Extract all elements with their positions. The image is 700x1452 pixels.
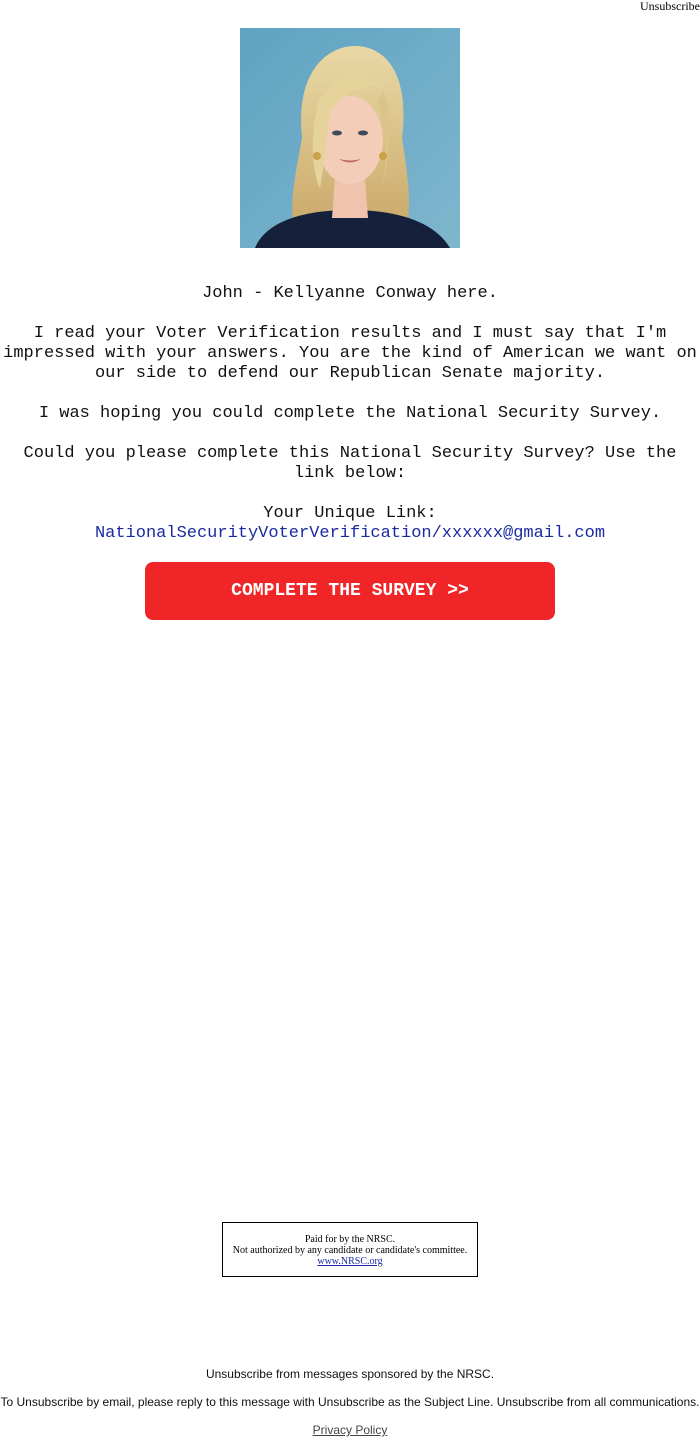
unsubscribe-link-top[interactable]: Unsubscribe [640, 0, 700, 13]
footer-unsubscribe-nrsc[interactable]: Unsubscribe from messages sponsored by the NRSC. [205, 1367, 495, 1381]
unique-link[interactable]: NationalSecurityVoterVerification/xxxxxx@gmail.com [94, 524, 606, 543]
portrait-photo [240, 28, 460, 248]
nrsc-website-link[interactable]: www.NRSC.org [317, 1256, 383, 1267]
paid-for-disclaimer [222, 1222, 478, 1277]
footer-unsubscribe-instructions[interactable]: To Unsubscribe by email, please reply to this message with Unsubscribe as the Subject Line. Unsubscribe from all communications. [0, 1395, 700, 1409]
complete-survey-button[interactable]: COMPLETE THE SURVEY >> [145, 562, 555, 620]
greeting: John - Kellyanne Conway here. [202, 284, 498, 303]
disclaimer-not-authorized: Not authorized by any candidate or candidate's committee. [232, 1245, 468, 1256]
paragraph-hoping: I was hoping you could complete the National Security Survey. [38, 404, 662, 423]
letter-body [0, 284, 700, 544]
paragraph-impressed: I read your Voter Verification results and I must say that I'm impressed with your answers. You are the kind of American we want on our side to defend our Republican Senate majority. [3, 324, 697, 383]
footer-privacy [0, 1423, 700, 1437]
unique-link-block [0, 504, 700, 544]
privacy-policy-link[interactable]: Privacy Policy [312, 1423, 388, 1437]
disclaimer-paid-for: Paid for by the NRSC. [304, 1234, 396, 1245]
paragraph-request: Could you please complete this National Security Survey? Use the link below: [23, 444, 677, 483]
unique-link-label: Your Unique Link: [263, 504, 437, 523]
